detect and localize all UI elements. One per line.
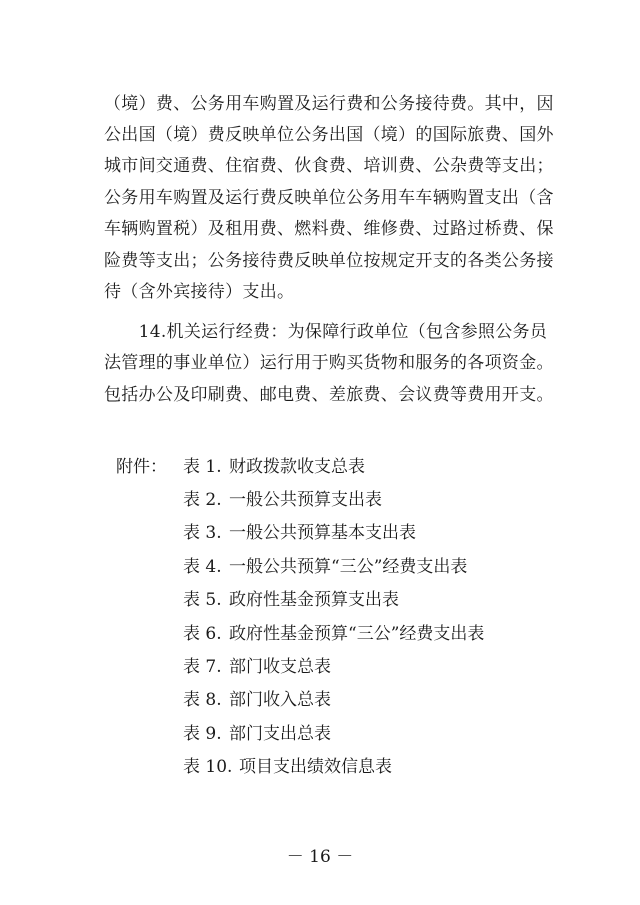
attachment-title: 政府性基金预算支出表 [229,590,399,610]
body-line: 公出国（境）费反映单位公务出国（境）的国际旅费、国外 [104,125,554,145]
body-line: 车辆购置税）及租用费、燃料费、维修费、过路过桥费、保 [104,219,554,239]
body-line: 包括办公及印刷费、邮电费、差旅费、会议费等费用开支。 [104,385,554,405]
body-line: 待（含外宾接待）支出。 [104,282,295,302]
attachment-title: 财政拨款收支总表 [229,457,365,477]
attachment-title: 部门支出总表 [229,724,331,744]
attachment-number: 表 7. [183,657,222,677]
body-line: （境）费、公务用车购置及运行费和公务接待费。其中，因 [104,94,554,114]
page-number: － 16 － [286,847,354,867]
attachment-item [183,485,382,510]
attachment-number: 表 4. [183,557,222,577]
attachment-title: 一般公共预算“三公”经费支出表 [229,557,468,577]
body-line: 城市间交通费、住宿费、伙食费、培训费、公杂费等支出； [104,156,554,176]
attachment-item [183,619,484,644]
attachment-number: 表 6. [183,624,222,644]
attachment-number: 表 2. [183,490,222,510]
attachment-number: 表 10. [183,757,233,777]
body-line: 公务用车购置及运行费反映单位公务用车车辆购置支出（含 [104,188,554,208]
body-line: 险费等支出；公务接待费反映单位按规定开支的各类公务接 [104,251,554,271]
attachment-title: 部门收支总表 [229,657,331,677]
attachment-title: 部门收入总表 [229,690,331,710]
attachment-item [183,719,331,744]
body-line-item-14: 14.机关运行经费：为保障行政单位（包含参照公务员 [104,322,548,342]
attachment-title: 政府性基金预算“三公”经费支出表 [229,624,485,644]
attachment-title: 一般公共预算支出表 [229,490,382,510]
attachment-item [183,518,416,543]
attachment-number: 表 1. [183,457,222,477]
attachments-label: 附件： [116,457,167,477]
body-line: 法管理的事业单位）运行用于购买货物和服务的各项资金。 [104,353,554,373]
attachment-number: 表 9. [183,724,222,744]
attachment-item [183,552,467,577]
attachment-number: 表 5. [183,590,222,610]
attachment-item [183,685,331,710]
attachment-item [183,752,392,777]
attachment-number: 表 8. [183,690,222,710]
attachment-number: 表 3. [183,523,222,543]
attachment-title: 一般公共预算基本支出表 [229,523,416,543]
attachment-item [183,452,365,477]
attachment-item [183,652,331,677]
attachment-title: 项目支出绩效信息表 [239,757,392,777]
attachment-item [183,585,399,610]
